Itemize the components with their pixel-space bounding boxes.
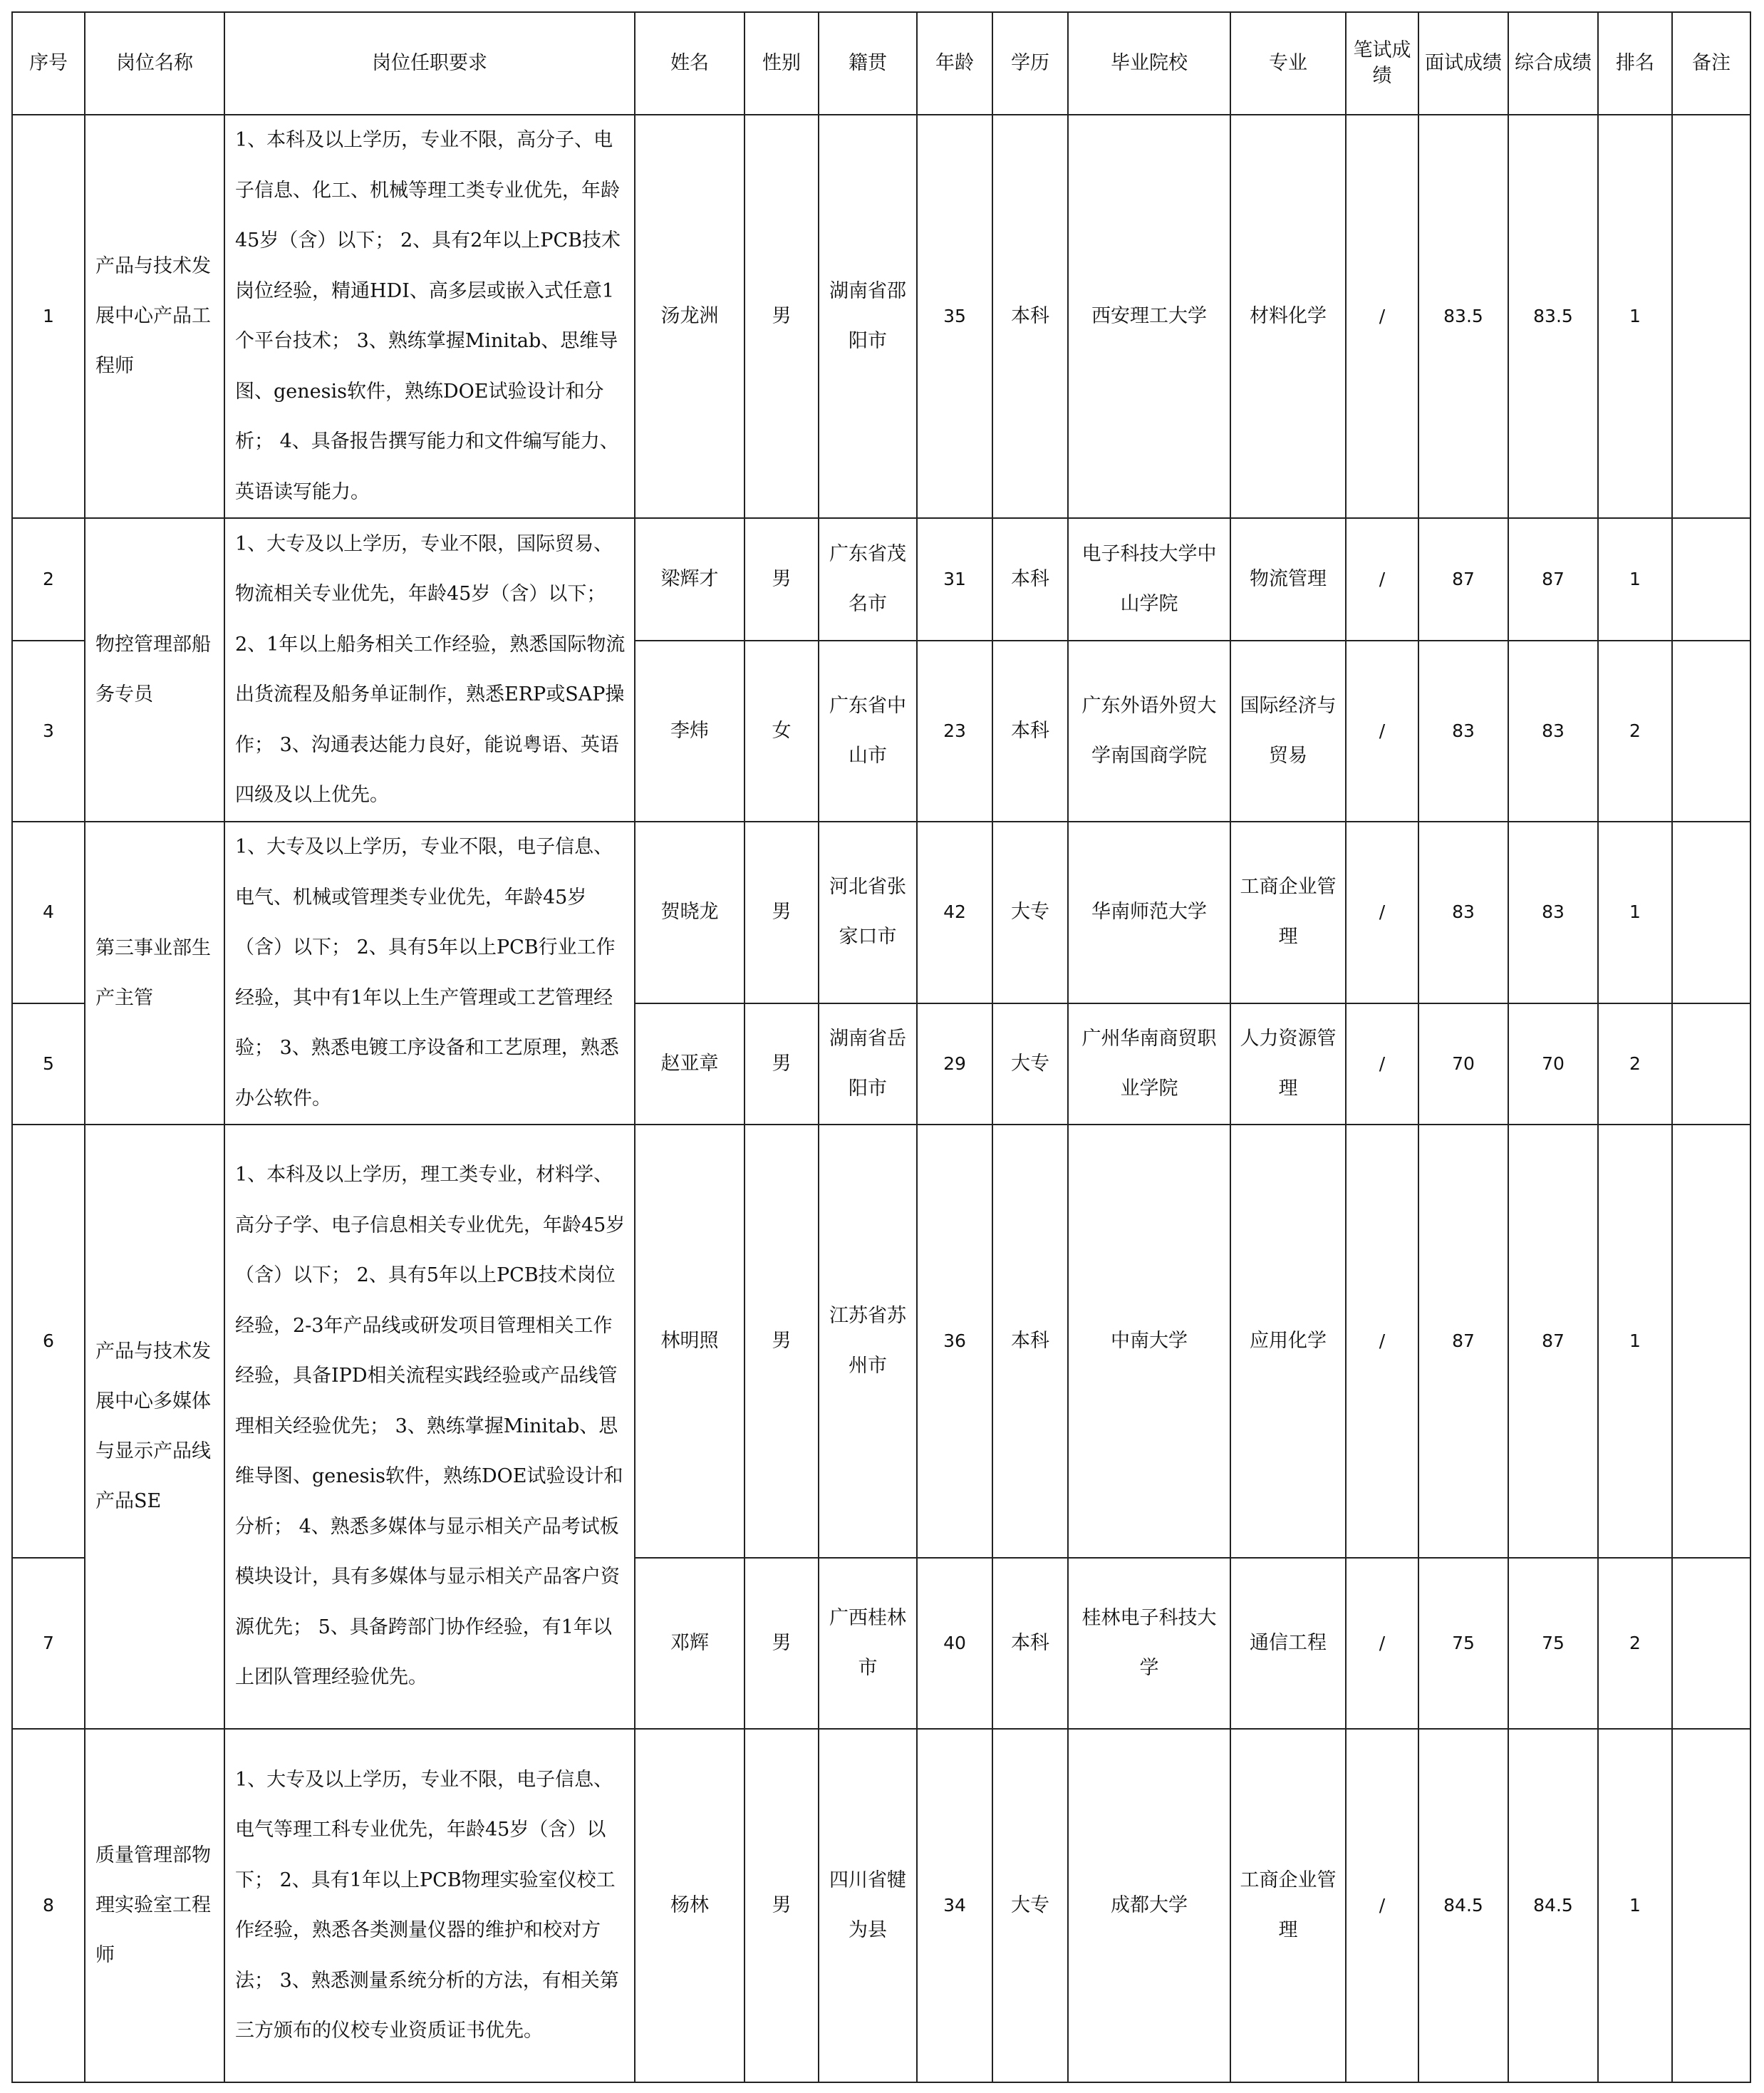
cell-age: 42 — [917, 822, 992, 1003]
cell-gender: 女 — [744, 641, 819, 822]
cell-major: 物流管理 — [1230, 518, 1346, 641]
cell-rank: 1 — [1598, 1729, 1672, 2082]
cell-education: 本科 — [992, 1558, 1068, 1729]
cell-no: 2 — [12, 518, 85, 641]
cell-no: 1 — [12, 115, 85, 518]
cell-total-score: 83.5 — [1508, 115, 1598, 518]
col-header: 排名 — [1598, 12, 1672, 115]
cell-written-score: / — [1346, 115, 1418, 518]
cell-position-title: 产品与技术发展中心产品工程师 — [85, 115, 224, 518]
cell-major: 工商企业管理 — [1230, 822, 1346, 1003]
cell-interview-score: 75 — [1418, 1558, 1508, 1729]
cell-name: 林明照 — [635, 1125, 744, 1558]
cell-requirements: 1、本科及以上学历，理工类专业，材料学、高分子学、电子信息相关专业优先，年龄45岁（含）以下； 2、具有5年以上PCB技术岗位经验，2-3年产品线或研发项目管理相关工作经验，具备IPD相关流程实践经验或产品线管理相关经验优先； 3、熟练掌握Minitab、思维导图、genesis软件，熟练DOE试验设计和分析； 4、熟悉多媒体与显示相关产品考试板模块设计，具有多媒体与显示相关产品客户资源优先； 5、具备跨部门协作经验，有1年以上团队管理经验优先。 — [224, 1125, 635, 1729]
cell-interview-score: 87 — [1418, 1125, 1508, 1558]
cell-total-score: 83 — [1508, 822, 1598, 1003]
cell-origin: 广东省茂名市 — [819, 518, 917, 641]
cell-total-score: 70 — [1508, 1003, 1598, 1125]
col-header: 备注 — [1672, 12, 1750, 115]
cell-position-title: 产品与技术发展中心多媒体与显示产品线产品SE — [85, 1125, 224, 1729]
cell-no: 6 — [12, 1125, 85, 1558]
cell-written-score: / — [1346, 518, 1418, 641]
cell-interview-score: 87 — [1418, 518, 1508, 641]
cell-school: 广东外语外贸大学南国商学院 — [1068, 641, 1230, 822]
cell-gender: 男 — [744, 822, 819, 1003]
cell-origin: 江苏省苏州市 — [819, 1125, 917, 1558]
cell-written-score: / — [1346, 641, 1418, 822]
cell-gender: 男 — [744, 1125, 819, 1558]
col-header: 笔试成绩 — [1346, 12, 1418, 115]
col-header: 性别 — [744, 12, 819, 115]
cell-education: 本科 — [992, 518, 1068, 641]
col-header: 岗位任职要求 — [224, 12, 635, 115]
cell-gender: 男 — [744, 115, 819, 518]
cell-origin: 河北省张家口市 — [819, 822, 917, 1003]
cell-note — [1672, 1003, 1750, 1125]
cell-no: 8 — [12, 1729, 85, 2082]
cell-note — [1672, 641, 1750, 822]
col-header: 年龄 — [917, 12, 992, 115]
cell-note — [1672, 822, 1750, 1003]
table-row — [12, 115, 1750, 518]
col-header: 岗位名称 — [85, 12, 224, 115]
cell-requirements: 1、大专及以上学历，专业不限，电子信息、电气等理工科专业优先，年龄45岁（含）以下； 2、具有1年以上PCB物理实验室仪校工作经验，熟悉各类测量仪器的维护和校对方法； 3、熟悉测量系统分析的方法，有相关第三方颁布的仪校专业资质证书优先。 — [224, 1729, 635, 2082]
col-header: 毕业院校 — [1068, 12, 1230, 115]
cell-rank: 1 — [1598, 115, 1672, 518]
cell-age: 31 — [917, 518, 992, 641]
cell-major: 材料化学 — [1230, 115, 1346, 518]
cell-requirements: 1、大专及以上学历，专业不限，国际贸易、物流相关专业优先，年龄45岁（含）以下； 2、1年以上船务相关工作经验，熟悉国际物流出货流程及船务单证制作，熟悉ERP或SAP操作； 3、沟通表达能力良好，能说粤语、英语四级及以上优先。 — [224, 518, 635, 822]
table-row — [12, 1125, 1750, 1558]
cell-gender: 男 — [744, 1729, 819, 2082]
cell-school: 桂林电子科技大学 — [1068, 1558, 1230, 1729]
cell-school: 西安理工大学 — [1068, 115, 1230, 518]
cell-name: 汤龙洲 — [635, 115, 744, 518]
cell-age: 23 — [917, 641, 992, 822]
cell-interview-score: 70 — [1418, 1003, 1508, 1125]
cell-gender: 男 — [744, 1558, 819, 1729]
col-header: 序号 — [12, 12, 85, 115]
cell-name: 贺晓龙 — [635, 822, 744, 1003]
col-header: 籍贯 — [819, 12, 917, 115]
cell-interview-score: 84.5 — [1418, 1729, 1508, 2082]
cell-school: 成都大学 — [1068, 1729, 1230, 2082]
cell-major: 应用化学 — [1230, 1125, 1346, 1558]
table-row — [12, 518, 1750, 641]
cell-note — [1672, 1729, 1750, 2082]
cell-school: 电子科技大学中山学院 — [1068, 518, 1230, 641]
cell-origin: 四川省犍为县 — [819, 1729, 917, 2082]
cell-age: 35 — [917, 115, 992, 518]
cell-written-score: / — [1346, 1558, 1418, 1729]
cell-total-score: 87 — [1508, 518, 1598, 641]
cell-education: 大专 — [992, 1729, 1068, 2082]
cell-total-score: 75 — [1508, 1558, 1598, 1729]
cell-interview-score: 83 — [1418, 822, 1508, 1003]
cell-no: 3 — [12, 641, 85, 822]
cell-age: 29 — [917, 1003, 992, 1125]
cell-age: 36 — [917, 1125, 992, 1558]
cell-major: 工商企业管理 — [1230, 1729, 1346, 2082]
cell-name: 梁辉才 — [635, 518, 744, 641]
cell-interview-score: 83 — [1418, 641, 1508, 822]
cell-written-score: / — [1346, 1003, 1418, 1125]
table-row — [12, 1729, 1750, 2082]
cell-origin: 湖南省岳阳市 — [819, 1003, 917, 1125]
col-header: 专业 — [1230, 12, 1346, 115]
cell-school: 广州华南商贸职业学院 — [1068, 1003, 1230, 1125]
cell-rank: 1 — [1598, 822, 1672, 1003]
col-header: 面试成绩 — [1418, 12, 1508, 115]
cell-position-title: 物控管理部船务专员 — [85, 518, 224, 822]
cell-position-title: 第三事业部生产主管 — [85, 822, 224, 1125]
cell-gender: 男 — [744, 518, 819, 641]
cell-name: 李炜 — [635, 641, 744, 822]
cell-major: 通信工程 — [1230, 1558, 1346, 1729]
cell-major: 人力资源管理 — [1230, 1003, 1346, 1125]
cell-written-score: / — [1346, 822, 1418, 1003]
cell-note — [1672, 115, 1750, 518]
cell-education: 本科 — [992, 1125, 1068, 1558]
cell-no: 4 — [12, 822, 85, 1003]
cell-total-score: 84.5 — [1508, 1729, 1598, 2082]
cell-position-title: 质量管理部物理实验室工程师 — [85, 1729, 224, 2082]
cell-note — [1672, 518, 1750, 641]
cell-age: 34 — [917, 1729, 992, 2082]
col-header: 姓名 — [635, 12, 744, 115]
cell-total-score: 83 — [1508, 641, 1598, 822]
cell-name: 赵亚章 — [635, 1003, 744, 1125]
cell-written-score: / — [1346, 1125, 1418, 1558]
cell-education: 大专 — [992, 1003, 1068, 1125]
cell-origin: 广西桂林市 — [819, 1558, 917, 1729]
cell-education: 大专 — [992, 822, 1068, 1003]
cell-major: 国际经济与贸易 — [1230, 641, 1346, 822]
cell-origin: 广东省中山市 — [819, 641, 917, 822]
cell-no: 7 — [12, 1558, 85, 1729]
cell-rank: 1 — [1598, 518, 1672, 641]
cell-requirements: 1、大专及以上学历，专业不限，电子信息、电气、机械或管理类专业优先，年龄45岁（含）以下； 2、具有5年以上PCB行业工作经验，其中有1年以上生产管理或工艺管理经验； 3、熟悉电镀工序设备和工艺原理，熟悉办公软件。 — [224, 822, 635, 1125]
cell-note — [1672, 1125, 1750, 1558]
cell-name: 邓辉 — [635, 1558, 744, 1729]
cell-age: 40 — [917, 1558, 992, 1729]
cell-note — [1672, 1558, 1750, 1729]
cell-school: 华南师范大学 — [1068, 822, 1230, 1003]
cell-interview-score: 83.5 — [1418, 115, 1508, 518]
cell-education: 本科 — [992, 115, 1068, 518]
cell-rank: 1 — [1598, 1125, 1672, 1558]
cell-gender: 男 — [744, 1003, 819, 1125]
header-row — [12, 12, 1750, 115]
cell-origin: 湖南省邵阳市 — [819, 115, 917, 518]
candidate-table — [11, 11, 1751, 2083]
cell-requirements: 1、本科及以上学历，专业不限，高分子、电子信息、化工、机械等理工类专业优先，年龄45岁（含）以下； 2、具有2年以上PCB技术岗位经验，精通HDI、高多层或嵌入式任意1个平台技术； 3、熟练掌握Minitab、思维导图、genesis软件，熟练DOE试验设计和分析； 4、具备报告撰写能力和文件编写能力、英语读写能力。 — [224, 115, 635, 518]
cell-rank: 2 — [1598, 1003, 1672, 1125]
cell-school: 中南大学 — [1068, 1125, 1230, 1558]
cell-total-score: 87 — [1508, 1125, 1598, 1558]
cell-rank: 2 — [1598, 641, 1672, 822]
cell-name: 杨林 — [635, 1729, 744, 2082]
cell-written-score: / — [1346, 1729, 1418, 2082]
cell-education: 本科 — [992, 641, 1068, 822]
col-header: 学历 — [992, 12, 1068, 115]
cell-no: 5 — [12, 1003, 85, 1125]
col-header: 综合成绩 — [1508, 12, 1598, 115]
cell-rank: 2 — [1598, 1558, 1672, 1729]
table-row — [12, 822, 1750, 1003]
